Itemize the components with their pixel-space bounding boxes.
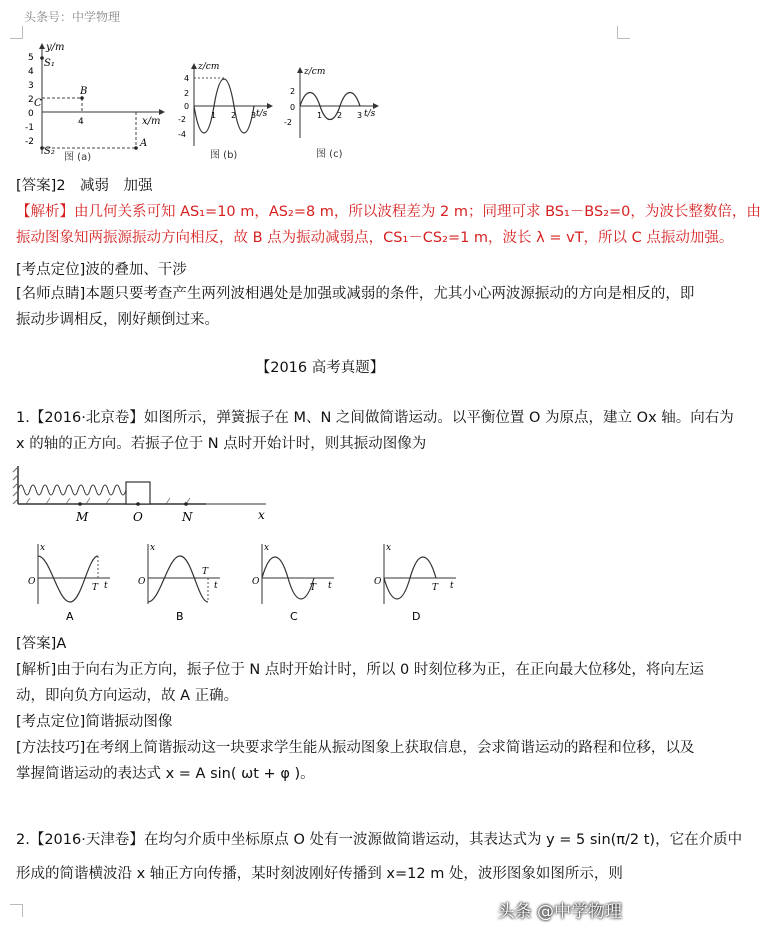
- label-s1: S₁: [44, 58, 55, 69]
- label-t: t/s: [256, 109, 268, 119]
- page-corner-tr: [617, 26, 630, 39]
- tick-t3: 3: [357, 111, 363, 120]
- tick-m2: -2: [178, 115, 186, 124]
- q1-tip-1: [16, 734, 694, 763]
- watermark: 头条 @中学物理: [497, 902, 622, 922]
- t-period: T: [310, 583, 317, 593]
- oscillator-block: [126, 482, 150, 504]
- t-period: T: [92, 583, 99, 593]
- spring: [18, 485, 126, 495]
- t-period: T: [202, 567, 209, 577]
- tick-t3: 3: [251, 111, 257, 120]
- tick-2: 2: [290, 87, 296, 96]
- page-corner-bl: [10, 904, 23, 917]
- q0-tip-2: 振动步调相反，刚好颠倒过来。: [16, 312, 219, 328]
- axis-label-x: x: [150, 543, 156, 553]
- point-value: 简谐振动图像: [85, 714, 173, 730]
- t-axis: t: [104, 581, 108, 591]
- caption-a: 图 (a): [64, 152, 92, 163]
- tick-2: 2: [28, 95, 34, 105]
- label-c: C: [34, 98, 42, 109]
- tick-3: 3: [28, 81, 34, 91]
- option-graph-d: [372, 540, 458, 624]
- q0-analysis-2: 振动图象知两振源振动方向相反，故 B 点为振动减弱点，CS₁－CS₂=1 m，波长 λ = vT，所以 C 点振动加强。: [16, 230, 734, 246]
- figure-b: [176, 60, 276, 164]
- label-x: x/m: [142, 116, 161, 127]
- t-axis: t: [328, 581, 332, 591]
- tip-line: 在考纲上简谐振动这一块要求学生能从振动图象上获取信息，会求简谐运动的路程和位移，以及: [85, 740, 695, 756]
- label-t: t/s: [364, 109, 376, 119]
- option-graph-c: [250, 540, 336, 624]
- option-b-label: B: [176, 610, 184, 623]
- label-z: z/cm: [198, 62, 220, 72]
- tick-m2: -2: [284, 118, 292, 127]
- option-graph-b: [136, 540, 222, 624]
- answer-value: A: [56, 636, 67, 652]
- origin-label: O: [374, 577, 382, 587]
- origin-label: O: [252, 577, 260, 587]
- point-tag: [考点定位]: [16, 714, 86, 730]
- q2-stem-2: 形成的简谐横波沿 x 轴正方向传播，某时刻波刚好传播到 x=12 m 处，波形图象如图所示，则: [16, 866, 623, 882]
- figure-a: [24, 36, 174, 168]
- q1-stem-2: x 的轴的正方向。若振子位于 N 点时开始计时，则其振动图像为: [16, 436, 427, 452]
- tick-0: 0: [28, 109, 34, 119]
- option-c-label: C: [290, 610, 298, 623]
- origin-label: O: [138, 577, 146, 587]
- point-tag: [考点定位]: [16, 262, 86, 278]
- tick-5: 5: [28, 53, 34, 63]
- label-b: B: [80, 86, 88, 97]
- label-s2: S₂: [44, 146, 55, 157]
- tick-0: 0: [290, 103, 296, 112]
- tip-line: 本题只要考查产生两列波相遇处是加强或减弱的条件，尤其小心两波源振动的方向是相反的，即: [85, 286, 695, 302]
- label-n: N: [182, 510, 193, 524]
- analysis-tag: 【解析】: [16, 204, 74, 220]
- q1-tip-2: 掌握简谐运动的表达式 x = A sin( ωt + φ )。: [16, 766, 315, 782]
- label-y: y/m: [46, 42, 65, 53]
- tip-tag: [方法技巧]: [16, 740, 86, 756]
- axis-label-x: x: [386, 543, 392, 553]
- axis-label-x: x: [264, 543, 270, 553]
- caption-c: 图 (c): [316, 149, 343, 160]
- tick-t2: 2: [337, 111, 343, 120]
- q1-stem-1: 1.【2016·北京卷】如图所示，弹簧振子在 M、N 之间做简谐运动。以平衡位置 O 为原点，建立 Ox 轴。向右为: [16, 410, 734, 426]
- option-graph-a: [26, 540, 112, 624]
- spring-oscillator-figure: [16, 462, 276, 524]
- tick-4: 4: [184, 74, 190, 83]
- q0-tip-1: [16, 280, 694, 309]
- tip-tag: [名师点睛]: [16, 286, 86, 302]
- answer-value: 2 减弱 加强: [56, 178, 153, 194]
- tick-t2: 2: [231, 111, 237, 120]
- origin-label: O: [28, 577, 36, 587]
- option-d-label: D: [412, 610, 421, 623]
- point-value: 波的叠加、干涉: [85, 262, 187, 278]
- tick-2: 2: [184, 89, 190, 98]
- tick-0: 0: [184, 102, 190, 111]
- q1-analysis-1: [16, 656, 704, 685]
- header-label: 头条号：中学物理: [24, 10, 121, 24]
- q1-answer: [16, 630, 66, 659]
- t-axis: t: [450, 581, 454, 591]
- analysis-line: 由于向右为正方向，振子位于 N 点时开始计时，所以 0 时刻位移为正，在正向最大位移处，将向左运: [56, 662, 704, 678]
- q0-answer: [16, 172, 153, 201]
- label-o: O: [133, 510, 143, 524]
- tick-m1: -1: [25, 123, 34, 133]
- label-m: M: [76, 510, 89, 524]
- t-axis: t: [214, 581, 218, 591]
- q1-point: [16, 708, 172, 737]
- tick-m2: -2: [25, 137, 34, 147]
- label-z: z/cm: [304, 67, 326, 77]
- curve-a: [38, 556, 98, 602]
- option-a-label: A: [66, 610, 74, 623]
- tick-t1: 1: [211, 111, 217, 120]
- q1-analysis-2: 动，即向负方向运动，故 A 正确。: [16, 688, 239, 704]
- tick-t1: 1: [317, 111, 323, 120]
- tick-x4: 4: [78, 117, 84, 127]
- figure-c: [282, 64, 382, 164]
- q2-stem-1: 2.【2016·天津卷】在均匀介质中坐标原点 O 处有一波源做简谐运动，其表达式为 y = 5 sin(π/2 t)，它在介质中: [16, 832, 743, 848]
- analysis-tag: [解析]: [16, 662, 57, 678]
- axis-label-x: x: [40, 543, 46, 553]
- label-a: A: [140, 138, 148, 149]
- floor-hatch: [26, 498, 190, 504]
- label-x: x: [258, 508, 265, 522]
- answer-tag: [答案]: [16, 636, 57, 652]
- caption-b: 图 (b): [210, 150, 238, 161]
- point-s1: [40, 56, 44, 60]
- t-period: T: [432, 583, 439, 593]
- tick-m4: -4: [178, 130, 186, 139]
- page-corner-tl: [10, 26, 23, 39]
- analysis-line: 由几何关系可知 AS₁=10 m，AS₂=8 m，所以波程差为 2 m；同理可求 BS₁－BS₂=0，为波长整数倍，由: [74, 204, 761, 220]
- answer-tag: [答案]: [16, 178, 57, 194]
- curve-b: [148, 556, 208, 602]
- section-title: 【2016 高考真题】: [255, 360, 385, 376]
- tick-4: 4: [28, 67, 34, 77]
- point-a: [134, 146, 138, 150]
- q0-analysis-1: [16, 198, 761, 227]
